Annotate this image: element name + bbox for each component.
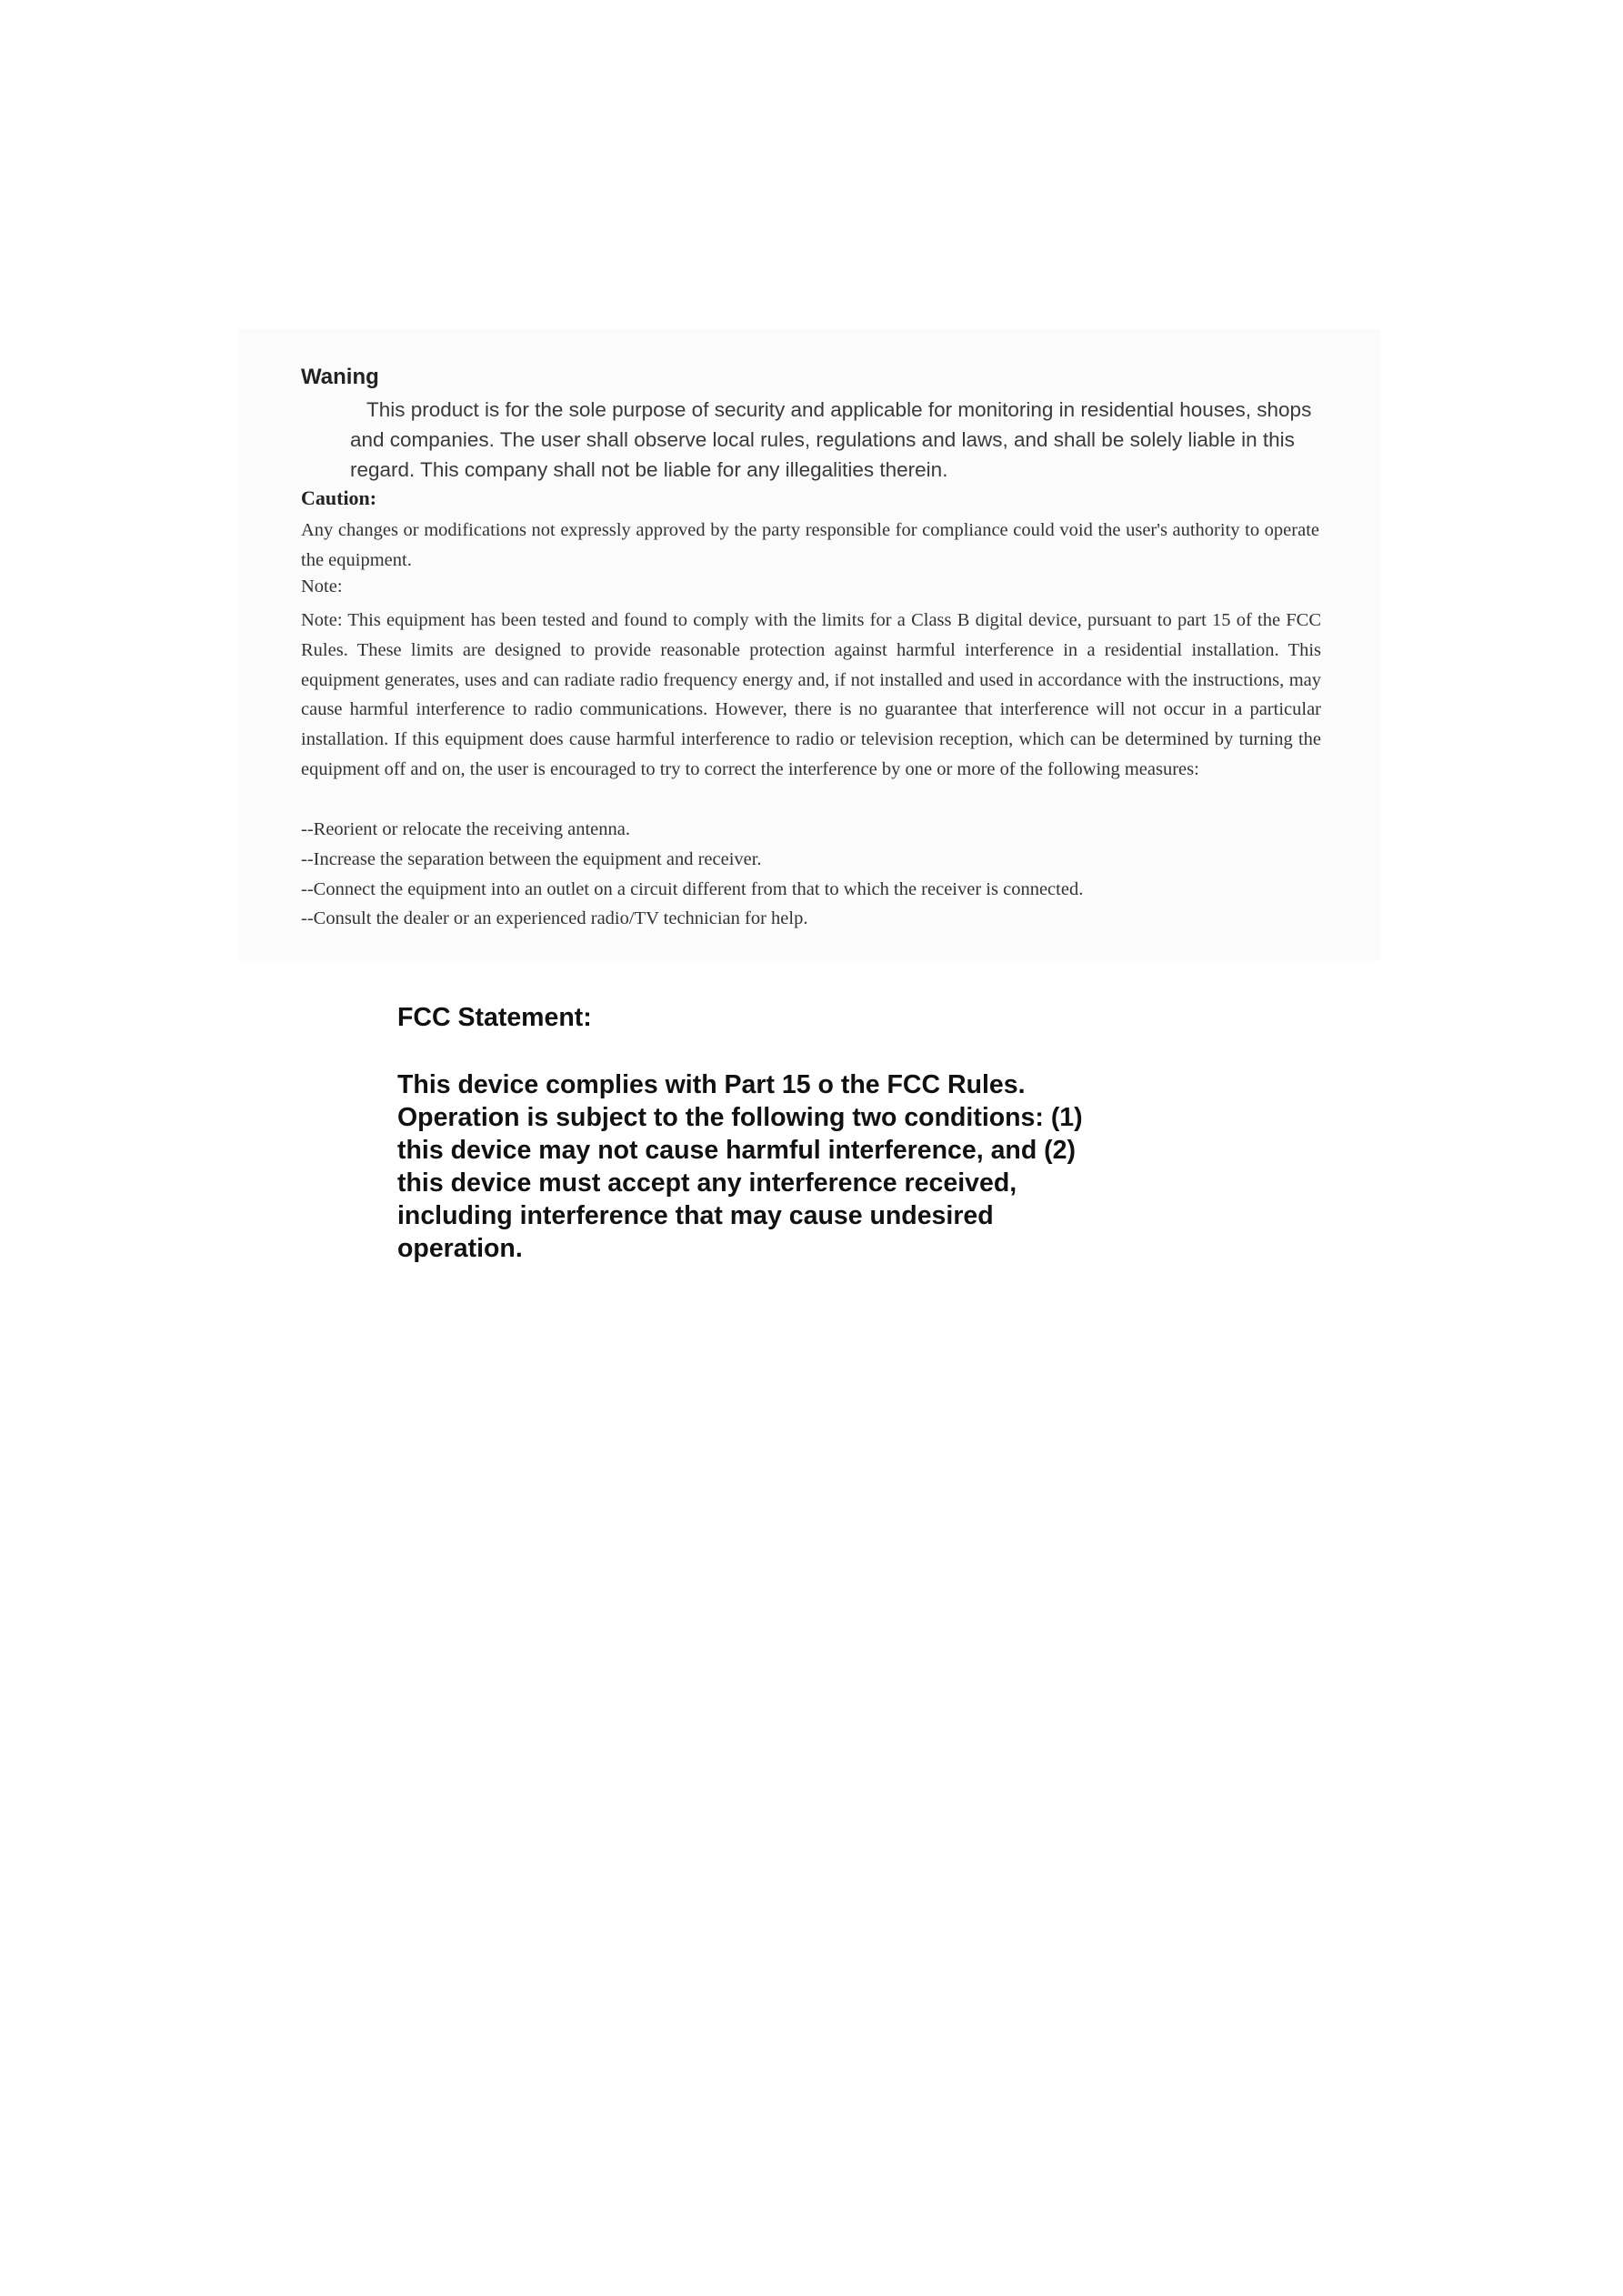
note-body: Note: This equipment has been tested and found to comply with the limits for a Class B digital device, pursuant to part 15 of the FCC Rules. These limits are designed to provide reasonable protection against harmful interference in a residential installation. This equipment generates, uses and can radiate radio frequency energy and, if not installed and used in accordance with the instructions, may cause harmful interference to radio communications. However, there is no guarantee that interference will not occur in a particular installation. If this equipment does cause harmful interference to radio or television reception, which can be determined by turning the equipment off and on, the user is encouraged to try to correct the interference by one or more of the following measures: (301, 610, 1321, 779)
measures-list (301, 815, 1337, 934)
caution-title: Caution: (301, 486, 377, 509)
fcc-statement-title: FCC Statement: (397, 1003, 592, 1032)
caution-body: Any changes or modifications not expressly approved by the party responsible for compliance could void the user's authority to operate the equipment. (301, 520, 1319, 570)
measure-item: --Reorient or relocate the receiving antenna. (301, 819, 630, 839)
fcc-statement-body: This device complies with Part 15 o the FCC Rules. Operation is subject to the following two conditions: (1) this device may not cause harmful interference, and (2) this device must accept any interference received, including interference that may cause undesired operation. (397, 1070, 1083, 1263)
measure-item: --Increase the separation between the equipment and receiver. (301, 848, 762, 869)
measure-item: --Consult the dealer or an experienced radio/TV technician for help. (301, 908, 808, 929)
measure-item: --Connect the equipment into an outlet on a circuit different from that to which the receiver is connected. (301, 878, 1084, 899)
warning-body: This product is for the sole purpose of security and applicable for monitoring in residential houses, shops and companies. The user shall observe local rules, regulations and laws, and shall be solely liable in this regard. This company shall not be liable for any illegalities therein. (350, 398, 1312, 481)
note-label: Note: (301, 577, 343, 597)
warning-title: Waning (301, 365, 379, 389)
